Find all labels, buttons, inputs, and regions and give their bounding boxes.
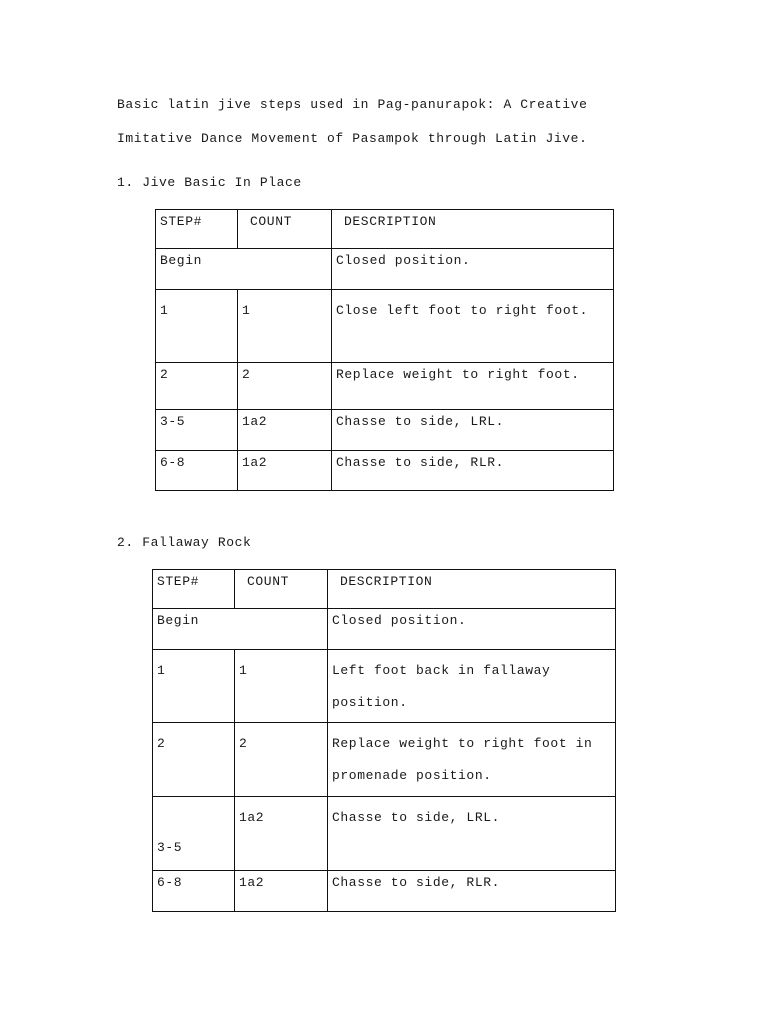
table-row: [156, 410, 614, 451]
table-header-row: [153, 570, 616, 609]
description-cell: Close left foot to right foot.: [332, 290, 614, 363]
steps-table-fallaway-rock: [152, 569, 616, 912]
document-title-line-1: Basic latin jive steps used in Pag-panurapok: A Creative: [117, 97, 588, 112]
header-description: DESCRIPTION: [328, 570, 616, 609]
count-cell: 1a2: [235, 797, 328, 871]
description-cell: Chasse to side, LRL.: [328, 797, 616, 871]
step-cell: 3-5: [156, 410, 238, 451]
document-title-line-2: Imitative Dance Movement of Pasampok through Latin Jive.: [117, 131, 588, 146]
begin-description: Closed position.: [328, 609, 616, 650]
header-count: COUNT: [238, 210, 332, 249]
header-step: STEP#: [156, 210, 238, 249]
step-cell: 6-8: [153, 871, 235, 912]
step-cell: 1: [153, 650, 235, 723]
description-cell: Chasse to side, RLR.: [332, 451, 614, 491]
step-cell: 6-8: [156, 451, 238, 491]
count-cell: 1a2: [238, 410, 332, 451]
table-row: [156, 451, 614, 491]
table-header-row: [156, 210, 614, 249]
step-cell: 2: [156, 363, 238, 410]
count-cell: 1a2: [235, 871, 328, 912]
table-row: [156, 363, 614, 410]
step-cell: 2: [153, 723, 235, 797]
begin-label: Begin: [156, 249, 332, 290]
count-cell: 2: [235, 723, 328, 797]
table-row: [156, 290, 614, 363]
description-cell: Chasse to side, LRL.: [332, 410, 614, 451]
description-cell: Replace weight to right foot in promenade position.: [328, 723, 616, 797]
description-cell: Left foot back in fallaway position.: [328, 650, 616, 723]
count-cell: 1: [235, 650, 328, 723]
count-cell: 1a2: [238, 451, 332, 491]
table-row-begin: [156, 249, 614, 290]
begin-label: Begin: [153, 609, 328, 650]
count-cell: 1: [238, 290, 332, 363]
section-heading-fallaway-rock: 2. Fallaway Rock: [117, 535, 252, 550]
table-row-begin: [153, 609, 616, 650]
steps-table-jive-basic: [155, 209, 614, 491]
section-heading-jive-basic: 1. Jive Basic In Place: [117, 175, 302, 190]
table-row: [153, 797, 616, 871]
table-row: [153, 723, 616, 797]
count-cell: 2: [238, 363, 332, 410]
header-description: DESCRIPTION: [332, 210, 614, 249]
step-cell: 3-5: [153, 797, 235, 871]
description-cell: Chasse to side, RLR.: [328, 871, 616, 912]
header-step: STEP#: [153, 570, 235, 609]
description-cell: Replace weight to right foot.: [332, 363, 614, 410]
begin-description: Closed position.: [332, 249, 614, 290]
table-row: [153, 650, 616, 723]
table-row: [153, 871, 616, 912]
step-cell: 1: [156, 290, 238, 363]
header-count: COUNT: [235, 570, 328, 609]
